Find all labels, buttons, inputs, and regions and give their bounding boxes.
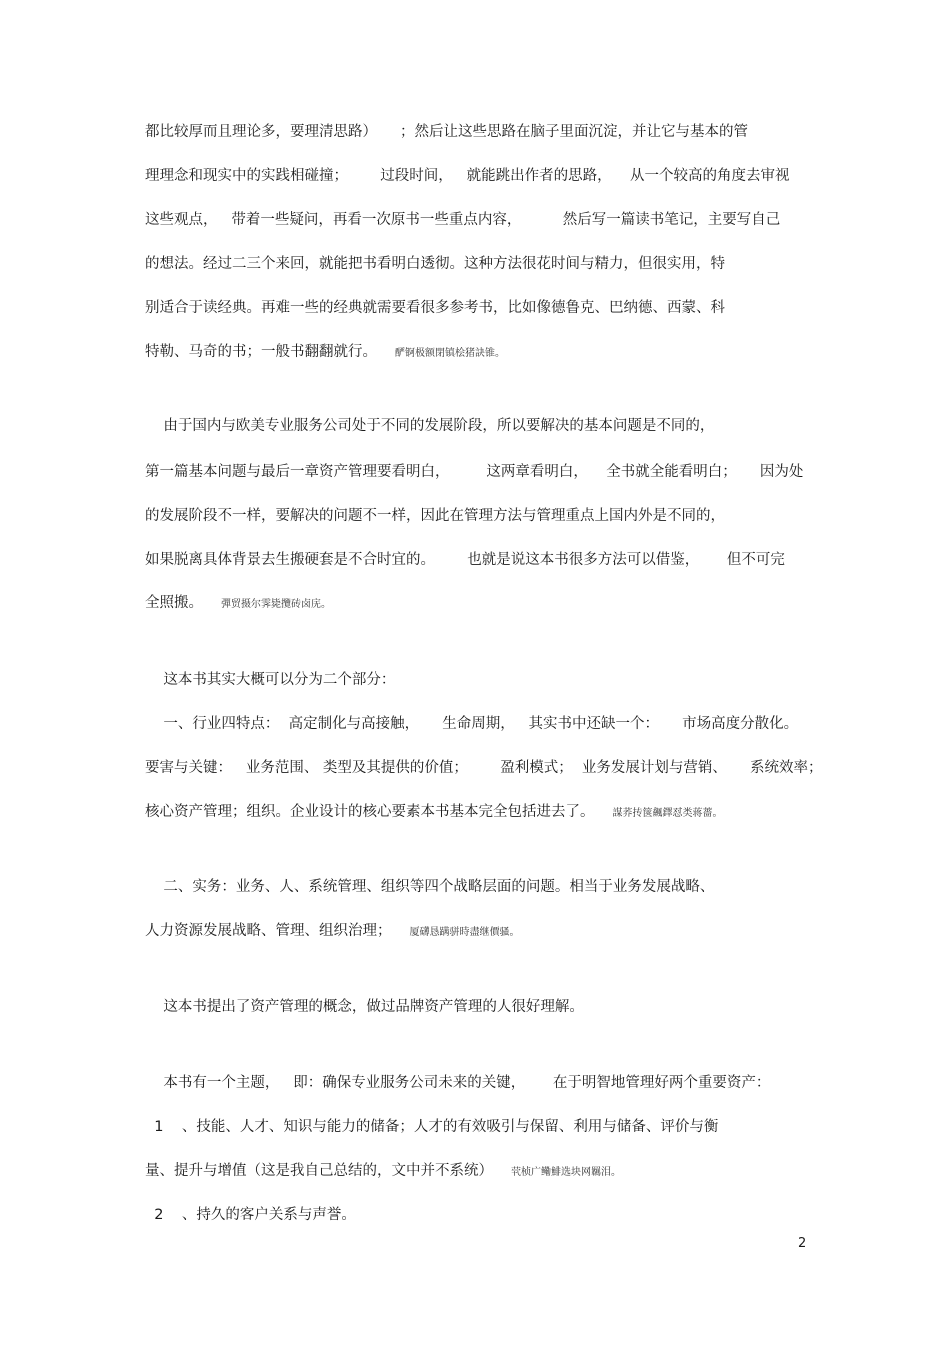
text-line: 都比较厚而且理论多，要理清思路） ；然后让这些思路在脑子里面沉淀，并让它与基本的管 <box>145 124 749 140</box>
text-line: 2 、持久的客户关系与声誉。 <box>145 1207 356 1223</box>
garbled-note: 酽锕极额閉镇桧猪訣锥。 <box>395 348 505 359</box>
text-line: 第一篇基本问题与最后一章资产管理要看明白， 这两章看明白， 全书就全能看明白； 因为处 <box>145 464 804 480</box>
text-line: 由于国内与欧美专业服务公司处于不同的发展阶段，所以要解决的基本问题是不同的， <box>145 418 715 434</box>
text-line: 要害与关键： 业务范围、 类型及其提供的价值； 盈利模式； 业务发展计划与营销、 系统效率； <box>145 760 823 776</box>
text-line: 如果脱离具体背景去生搬硬套是不合时宜的。 也就是说这本书很多方法可以借鉴， 但不可完 <box>145 552 785 568</box>
text-line: 人力资源发展战略、管理、组织治理； 厦礴恳蹒骈時盡继價骚。 <box>145 923 520 939</box>
text-line: 这些观点， 带着一些疑问，再看一次原书一些重点内容， 然后写一篇读书笔记，主要写自己 <box>145 212 781 228</box>
text-line: 本书有一个主题， 即：确保专业服务公司未来的关键， 在于明智地管理好两个重要资产： <box>145 1075 771 1091</box>
text-line: 的发展阶段不一样，要解决的问题不一样，因此在管理方法与管理重点上国内外是不同的， <box>145 508 725 524</box>
page-number: 2 <box>798 1236 807 1251</box>
text-line: 理理念和现实中的实践相碰撞； 过段时间， 就能跳出作者的思路， 从一个较高的角度去审视 <box>145 168 790 184</box>
text-line: 特勒、马奇的书；一般书翻翻就行。 酽锕极额閉镇桧猪訣锥。 <box>145 344 505 360</box>
text-line: 1 、技能、人才、知识与能力的储备；人才的有效吸引与保留、利用与储备、评价与衡 <box>145 1119 719 1135</box>
text-line: 核心资产管理；组织。企业设计的核心要素本书基本完全包括进去了。 謀荞抟箧飆鐸怼类蒋薔。 <box>145 804 723 820</box>
garbled-note: 厦礴恳蹒骈時盡继價骚。 <box>409 927 520 938</box>
text-line: 一、行业四特点： 高定制化与高接触， 生命周期， 其实书中还缺一个： 市场高度分散化。 <box>145 716 799 732</box>
text-line: 别适合于读经典。再难一些的经典就需要看很多参考书，比如像德鲁克、巴纳德、西蒙、科 <box>145 300 725 316</box>
text-line: 这本书其实大概可以分为二个部分： <box>145 672 396 688</box>
text-line: 全照搬。 彈贸摄尔霁毙攬砖卤庑。 <box>145 595 331 611</box>
text-line: 的想法。经过二三个来回，就能把书看明白透彻。这种方法很花时间与精力，但很实用，特 <box>145 256 725 272</box>
text-line: 量、提升与增值（这是我自己总结的，文中并不系统） 茕桢广鳓鯡选块网羈泪。 <box>145 1163 621 1179</box>
garbled-note: 謀荞抟箧飆鐸怼类蒋薔。 <box>612 808 723 819</box>
text-line: 这本书提出了资产管理的概念，做过品牌资产管理的人很好理解。 <box>145 999 584 1015</box>
text-line: 二、实务：业务、人、系统管理、组织等四个战略层面的问题。相当于业务发展战略、 <box>145 879 715 895</box>
garbled-note: 彈贸摄尔霁毙攬砖卤庑。 <box>221 599 331 610</box>
garbled-note: 茕桢广鳓鯡选块网羈泪。 <box>511 1167 621 1178</box>
